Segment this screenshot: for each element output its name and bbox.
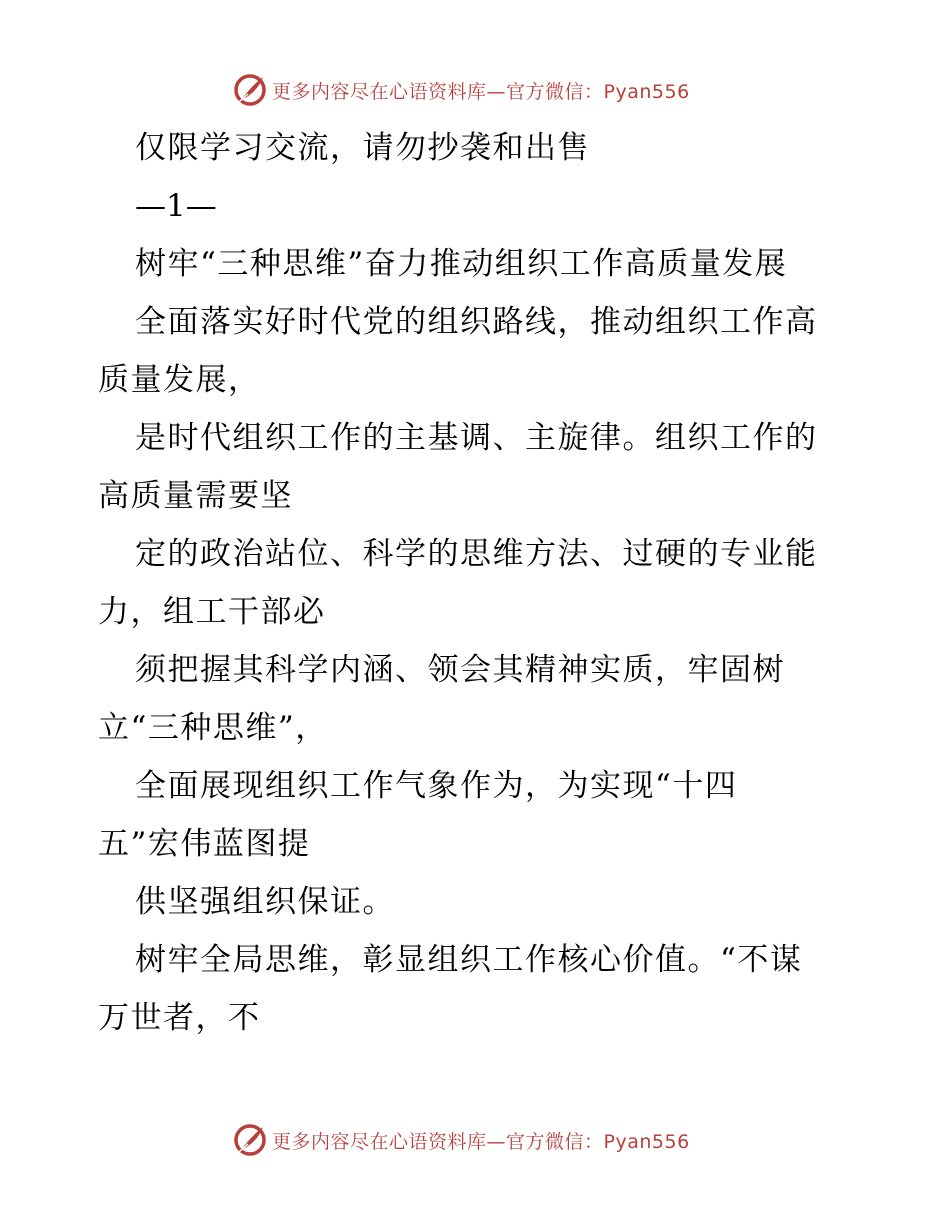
doc-line: 树牢全局思维，彰显组织工作核心价值。“不谋 [135,942,803,978]
doc-line: 全面落实好时代党的组织路线，推动组织工作高 [135,304,818,340]
doc-line: 高质量需要坚 [98,478,293,514]
feather-logo-icon [232,72,268,108]
doc-line: 供坚强组织保证。 [135,884,395,920]
doc-line-title: 树牢“三种思维”奋力推动组织工作高质量发展 [135,246,788,282]
document-body [98,125,858,1053]
doc-line: 立“三种思维”， [98,710,328,746]
doc-line: 定的政治站位、科学的思维方法、过硬的专业能 [135,536,818,572]
doc-line-notice: 仅限学习交流，请勿抄袭和出售 [135,130,590,166]
doc-line: 万世者，不 [98,1000,261,1036]
footer-banner [232,1120,690,1160]
header-banner [232,70,690,110]
feather-logo-icon [232,1122,268,1158]
doc-line: 是时代组织工作的主基调、主旋律。组织工作的 [135,420,818,456]
doc-line: 五”宏伟蓝图提 [98,826,311,862]
doc-line: 全面展现组织工作气象作为，为实现“十四 [135,768,738,804]
header-banner-text: 更多内容尽在心语资料库—官方微信：Pyan556 [272,80,690,103]
footer-banner-text: 更多内容尽在心语资料库—官方微信：Pyan556 [272,1130,690,1153]
doc-line: 质量发展， [98,362,261,398]
doc-line: 须把握其科学内涵、领会其精神实质，牢固树 [135,652,785,688]
doc-line-page-number: —1— [135,188,217,224]
doc-line: 力，组工干部必 [98,594,326,630]
